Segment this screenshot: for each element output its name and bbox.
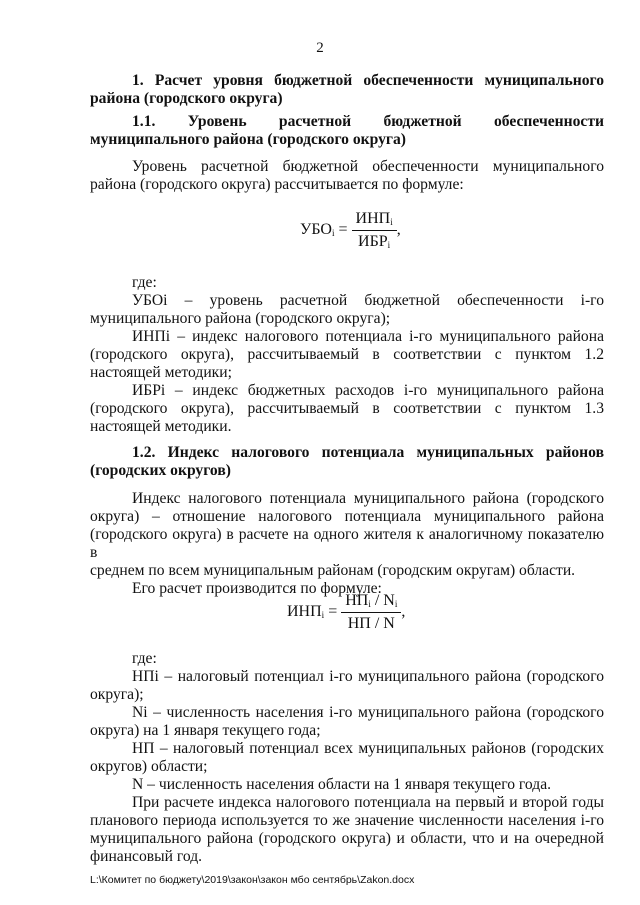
formula-inp-denominator: НП / N [347, 615, 395, 632]
where-label-2: где: [132, 650, 157, 667]
intro-line-2: района (городского округа) рассчитывается по формуле: [90, 176, 464, 193]
formula-ubo-numerator [352, 210, 397, 231]
section-1-1-definitions [90, 274, 604, 436]
where-label-1: где: [132, 274, 157, 291]
file-path-footer: L:\Комитет по бюджету\2019\закон\закон мбо сентябрь\Zakon.docx [90, 874, 415, 886]
def-ubo-line-1: УБОi – уровень расчетной бюджетной обеспеченности i-го [132, 292, 604, 309]
section-1-2-heading-line-1: 1.2. Индекс налогового потенциала муниципальных районов [132, 444, 604, 461]
section-1-2-heading-line-2: (городских округов) [90, 462, 231, 479]
formula-inp-lhs: ИНП [287, 603, 322, 621]
formula-ubo-denominator [352, 231, 397, 251]
formula-inp-num-mid: / N [370, 592, 395, 609]
section-1-heading-line-1: 1. Расчет уровня бюджетной обеспеченности муниципального [132, 72, 604, 89]
para3-line-1: При расчете индекса налогового потенциала на первый и второй годы [132, 794, 604, 811]
def-np-line-2: округов) области; [90, 758, 208, 775]
formula-ubo-fraction [352, 210, 397, 251]
formula-inp [287, 592, 405, 633]
formula-ubo-num-text: ИНП [355, 210, 391, 227]
formula-ubo-comma: , [396, 221, 401, 239]
para1-line-2: округа) – отношение налогового потенциала муниципального района [90, 508, 604, 525]
formula-equals: = [338, 221, 348, 239]
intro-line-1: Уровень расчетной бюджетной обеспеченности муниципального [132, 158, 604, 175]
def-ubo-line-2: муниципального района (городского округа); [90, 310, 391, 327]
def-n: N – численность населения области на 1 января текущего года. [132, 776, 552, 793]
formula-inp-numerator [341, 592, 401, 613]
section-1-2-heading [90, 444, 604, 480]
formula-inp-num-sub: i [368, 599, 371, 609]
section-1-2-definitions [90, 650, 604, 866]
formula-ubo-lhs: УБО [300, 221, 332, 239]
formula-inp-num-text: НП [345, 592, 369, 609]
def-ibr-line-1: ИБРi – индекс бюджетных расходов i-го муниципального района [132, 382, 604, 399]
def-inp-line-1: ИНПi – индекс налогового потенциала i-го муниципального района [132, 328, 604, 345]
para1-line-1: Индекс налогового потенциала муниципального района (городского [132, 490, 604, 507]
def-inp-line-3: настоящей методики; [90, 364, 232, 381]
page-number: 2 [316, 40, 324, 56]
formula-ubo-den-text: ИБР [358, 233, 388, 250]
para1-line-4: среднем по всем муниципальным районам (городским округам) области. [90, 562, 576, 579]
formula-ubo-num-sub: i [390, 217, 393, 227]
para3-line-3: муниципального района (городского округа) и области, что и на очередной [90, 830, 604, 847]
def-np-i-line-2: округа); [90, 686, 144, 703]
formula-ubo [300, 210, 401, 251]
para3-line-4: финансовый год. [90, 848, 203, 865]
formula-ubo-den-sub: i [387, 240, 391, 250]
def-ibr-line-3: настоящей методики. [90, 418, 232, 435]
formula-ubo-lhs-sub: i [331, 228, 335, 239]
para2: Его расчет производится по формуле: [132, 580, 382, 597]
def-np-i-line-1: НПi – налоговый потенциал i-го муниципального района (городского [132, 668, 604, 685]
def-n-i-line-1: Ni – численность населения i-го муниципального района (городского [132, 704, 604, 721]
def-n-i-line-2: округа) на 1 января текущего года; [90, 722, 321, 739]
formula-inp-lhs-sub: i [321, 610, 325, 621]
formula-inp-num-sub2: i [394, 599, 398, 609]
section-1-2-paragraph-1 [90, 490, 604, 598]
def-np-line-1: НП – налоговый потенциал всех муниципальных районов (городских [132, 740, 604, 757]
section-1-1-heading-line-2: муниципального района (городского округа) [90, 131, 406, 148]
formula-inp-comma: , [401, 603, 406, 621]
section-1-1-intro [90, 158, 604, 194]
para1-line-3: (городского округа) в расчете на одного жителя к аналогичному показателю в [90, 526, 604, 561]
section-1-1-heading-line-1: 1.1. Уровень расчетной бюджетной обеспеченности [132, 113, 604, 130]
formula-inp-fraction [341, 592, 401, 633]
section-1-heading [90, 72, 604, 108]
formula-equals-2: = [328, 603, 338, 621]
def-ibr-line-2: (городского округа), рассчитываемый в соответствии с пунктом 1.3 [90, 400, 604, 417]
def-inp-line-2: (городского округа), рассчитываемый в соответствии с пунктом 1.2 [90, 346, 604, 363]
section-1-1-heading [90, 113, 604, 149]
section-1-heading-line-2: района (городского округа) [90, 90, 283, 107]
para3-line-2: планового периода используется то же значение численности населения i-го [90, 812, 604, 829]
